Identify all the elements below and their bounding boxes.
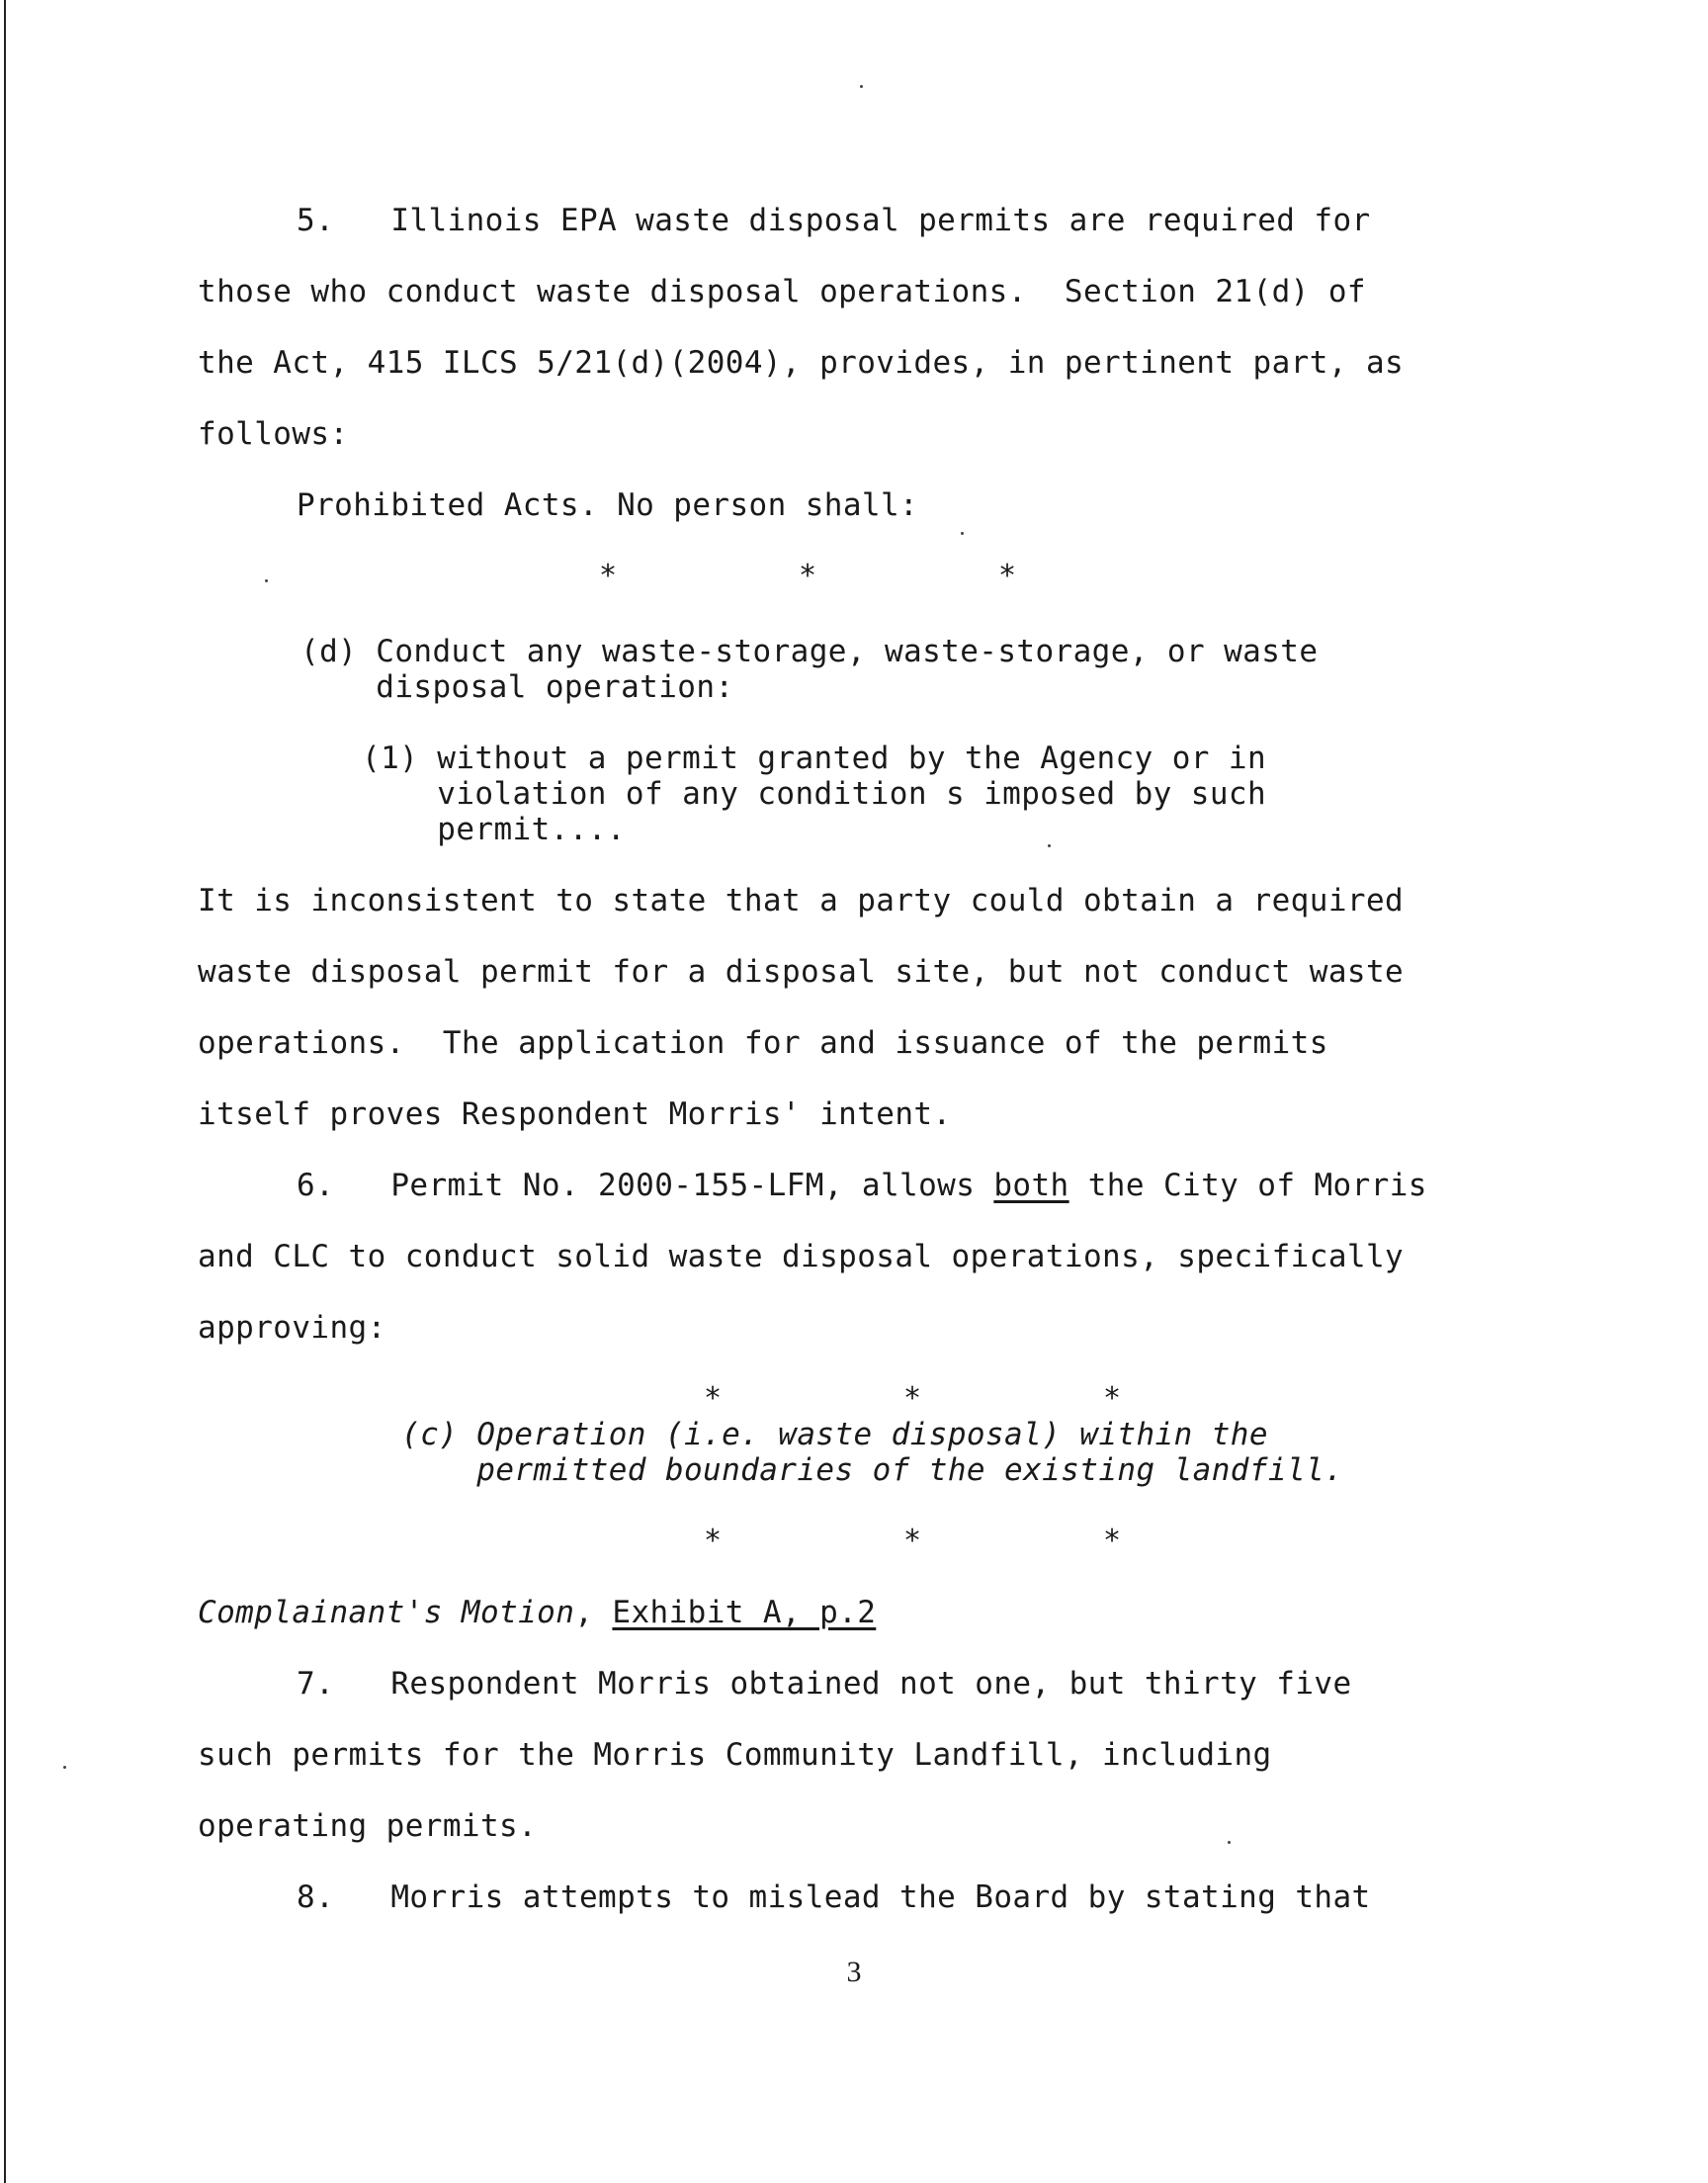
scan-speck bbox=[961, 532, 964, 535]
para-inconsistent-line-2: waste disposal permit for a disposal site, but not conduct waste bbox=[198, 954, 1405, 990]
scan-speck bbox=[63, 1766, 66, 1769]
scan-speck bbox=[265, 579, 268, 582]
quote1-d-line-1: (d) Conduct any waste-storage, waste-storage, or waste bbox=[300, 634, 1319, 669]
scan-edge-rule bbox=[4, 0, 6, 2183]
p8-line-1: 8. Morris attempts to mislead the Board by stating that bbox=[297, 1879, 1371, 1915]
quote1-d1-line-1: (1) without a permit granted by the Agency or in bbox=[362, 741, 1267, 776]
p7-line-2: such permits for the Morris Community Landfill, including bbox=[198, 1737, 1272, 1773]
para-inconsistent-line-3: operations. The application for and issuance of the permits bbox=[198, 1025, 1328, 1061]
star-mark: * bbox=[903, 1524, 922, 1558]
star-mark: * bbox=[1103, 1381, 1122, 1416]
para-inconsistent-line-1: It is inconsistent to state that a party could obtain a required bbox=[198, 883, 1405, 918]
p5-line-4: follows: bbox=[198, 416, 349, 452]
quote1-d1-line-2: violation of any condition s imposed by such bbox=[362, 776, 1267, 812]
quote1-d-line-2: disposal operation: bbox=[300, 669, 734, 705]
star-mark: * bbox=[903, 1381, 922, 1416]
p5-line-2: those who conduct waste disposal operations. Section 21(d) of bbox=[198, 274, 1366, 309]
p6-line-1-end: the City of Morris bbox=[1068, 1168, 1427, 1203]
quote2-c-line-1: (c) Operation (i.e. waste disposal) within the bbox=[401, 1417, 1268, 1452]
p6-line-2: and CLC to conduct solid waste disposal operations, specifically bbox=[198, 1239, 1405, 1274]
p5-line-3: the Act, 415 ILCS 5/21(d)(2004), provides, in pertinent part, as bbox=[198, 345, 1405, 381]
scan-speck bbox=[1048, 844, 1051, 847]
quote2-c-line-2: permitted boundaries of the existing landfill. bbox=[401, 1452, 1344, 1488]
p6-line-1-start: 6. Permit No. 2000-155-LFM, allows bbox=[297, 1168, 994, 1203]
scan-speck bbox=[1228, 1841, 1231, 1844]
citation-motion: Complainant's Motion bbox=[198, 1595, 575, 1630]
star-mark: * bbox=[998, 559, 1017, 593]
p5-line-1: 5. Illinois EPA waste disposal permits are required for bbox=[297, 203, 1371, 238]
star-mark: * bbox=[799, 559, 817, 593]
p6-line-1 bbox=[297, 1167, 1427, 1204]
star-mark: * bbox=[704, 1524, 723, 1558]
quote1-intro: Prohibited Acts. No person shall: bbox=[297, 487, 919, 523]
p7-line-3: operating permits. bbox=[198, 1808, 538, 1844]
citation-separator: , bbox=[574, 1595, 613, 1630]
star-mark: * bbox=[599, 559, 618, 593]
p7-line-1: 7. Respondent Morris obtained not one, but thirty five bbox=[297, 1666, 1352, 1702]
page-number: 3 bbox=[846, 1956, 862, 1988]
star-mark: * bbox=[704, 1381, 723, 1416]
para-inconsistent-line-4: itself proves Respondent Morris' intent. bbox=[198, 1096, 952, 1132]
citation-line bbox=[198, 1594, 876, 1631]
scan-speck bbox=[860, 85, 863, 88]
star-mark: * bbox=[1103, 1524, 1122, 1558]
p6-line-3: approving: bbox=[198, 1310, 386, 1346]
citation-exhibit: Exhibit A, p.2 bbox=[612, 1595, 877, 1630]
p6-underlined-both: both bbox=[993, 1168, 1069, 1203]
quote1-d1-line-3: permit.... bbox=[362, 812, 626, 847]
